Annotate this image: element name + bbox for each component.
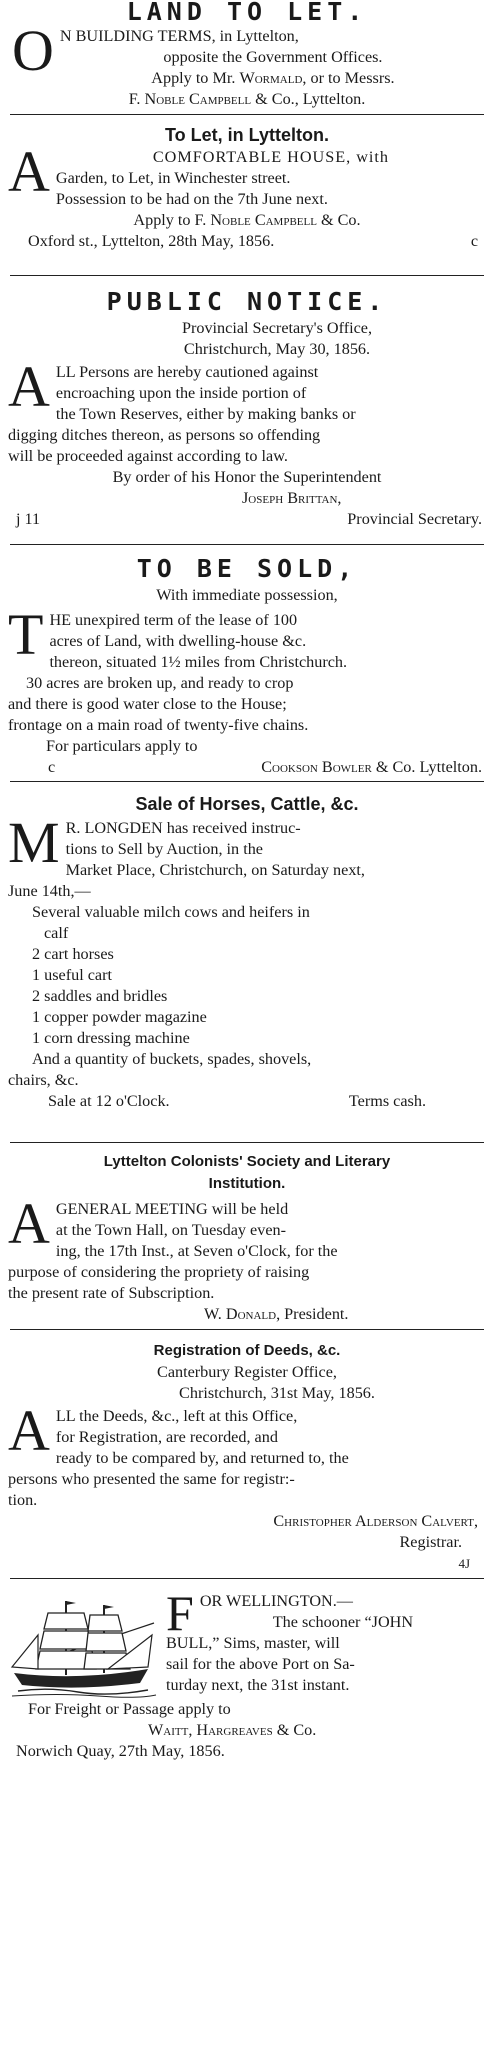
ad-text: and there is good water close to the House; bbox=[8, 695, 287, 713]
ad-text: For particulars apply to bbox=[46, 737, 198, 755]
ad-mark: j 11 bbox=[16, 510, 41, 528]
ad-text: ready to be compared by, and returned to, the bbox=[55, 1449, 349, 1467]
ad-registration-of-deeds bbox=[8, 1330, 486, 1578]
ad-heading: Sale of Horses, Cattle, &c. bbox=[135, 794, 359, 814]
ad-colonists-society bbox=[8, 1143, 486, 1329]
ad-text: F. Noble Campbell & Co., Lyttelton. bbox=[128, 90, 366, 108]
ad-heading: Lyttelton Colonists' Society and Literary bbox=[103, 1153, 391, 1170]
ad-text: Registrar. bbox=[399, 1533, 462, 1551]
list-item: 1 copper powder magazine bbox=[32, 1008, 207, 1026]
ad-text: N BUILDING TERMS, in Lyttelton, bbox=[59, 27, 299, 45]
ad-text: Cookson Bowler & Co. Lyttelton. bbox=[261, 758, 482, 776]
ad-text: Possession to be had on the 7th June next. bbox=[55, 190, 328, 208]
ad-text: Sale at 12 o'Clock. bbox=[48, 1092, 170, 1110]
ad-text: Garden, to Let, in Winchester street. bbox=[55, 169, 291, 187]
ad-text: purpose of considering the propriety of raising bbox=[8, 1263, 310, 1281]
drop-cap: A bbox=[8, 139, 50, 204]
ad-text: BULL,” Sims, master, will bbox=[166, 1634, 340, 1652]
ad-land-to-let bbox=[8, 0, 486, 114]
ad-heading: Institution. bbox=[208, 1175, 286, 1192]
ad-heading: TO BE SOLD, bbox=[136, 554, 358, 583]
ad-text: digging ditches thereon, as persons so offending bbox=[8, 426, 321, 444]
list-item: 2 cart horses bbox=[32, 945, 114, 963]
ad-text: the present rate of Subscription. bbox=[8, 1284, 215, 1302]
ad-text: Provincial Secretary. bbox=[347, 510, 482, 528]
ad-text: LL Persons are hereby cautioned against bbox=[55, 363, 319, 381]
drop-cap: T bbox=[8, 602, 44, 667]
ad-text: Terms cash. bbox=[348, 1092, 426, 1110]
ad-text: Norwich Quay, 27th May, 1856. bbox=[16, 1742, 225, 1760]
ad-text: the Town Reserves, either by making banks or bbox=[55, 405, 356, 423]
ad-text: Apply to Mr. Wormald, or to Messrs. bbox=[151, 69, 395, 87]
ad-text: Oxford st., Lyttelton, 28th May, 1856. bbox=[28, 232, 275, 250]
ad-heading: LAND TO LET. bbox=[126, 0, 368, 26]
ad-public-notice bbox=[8, 276, 486, 544]
ad-sale-of-horses bbox=[8, 782, 486, 1142]
ad-signer: Joseph Brittan, bbox=[242, 489, 342, 507]
ad-heading: To Let, in Lyttelton. bbox=[165, 125, 329, 145]
ad-text: LL the Deeds, &c., left at this Office, bbox=[55, 1407, 298, 1425]
ad-mark: c bbox=[470, 232, 478, 250]
ad-text: tion. bbox=[8, 1491, 38, 1509]
ad-text: frontage on a main road of twenty-five chains. bbox=[8, 716, 309, 734]
ad-text: OR WELLINGTON.— bbox=[199, 1592, 353, 1610]
ad-text: ing, the 17th Inst., at Seven o'Clock, for the bbox=[55, 1242, 338, 1260]
ad-text: For Freight or Passage apply to bbox=[28, 1700, 231, 1718]
list-item: 2 saddles and bridles bbox=[32, 987, 168, 1005]
drop-cap: A bbox=[8, 1191, 50, 1256]
ad-text: Apply to F. Noble Campbell & Co. bbox=[133, 211, 361, 229]
drop-cap: O bbox=[12, 18, 54, 83]
ad-text: persons who presented the same for registr:- bbox=[8, 1470, 295, 1488]
ad-text: turday next, the 31st instant. bbox=[166, 1676, 350, 1694]
ad-text: Waitt, Hargreaves & Co. bbox=[148, 1721, 317, 1739]
ad-mark: c bbox=[48, 758, 56, 776]
list-item: 1 corn dressing machine bbox=[32, 1029, 190, 1047]
ad-text: Provincial Secretary's Office, bbox=[181, 319, 373, 337]
ad-text: R. LONGDEN has received instruc- bbox=[65, 819, 301, 837]
list-item: Several valuable milch cows and heifers in bbox=[32, 903, 310, 921]
ad-text: acres of Land, with dwelling-house &c. bbox=[49, 632, 307, 650]
ad-text: encroaching upon the inside portion of bbox=[55, 384, 307, 402]
ad-text: Canterbury Register Office, bbox=[157, 1363, 337, 1381]
drop-cap: A bbox=[8, 354, 50, 419]
ad-heading: Registration of Deeds, &c. bbox=[153, 1342, 341, 1359]
ad-text: Market Place, Christchurch, on Saturday next, bbox=[65, 861, 365, 879]
ad-text: tions to Sell by Auction, in the bbox=[65, 840, 263, 858]
ad-for-wellington bbox=[8, 1579, 486, 1767]
list-item: 1 useful cart bbox=[32, 966, 113, 984]
ad-text: The schooner “JOHN bbox=[272, 1613, 414, 1631]
ad-to-be-sold bbox=[8, 545, 486, 781]
ad-signer: Christopher Alderson Calvert, bbox=[273, 1512, 478, 1530]
ad-text: thereon, situated 1½ miles from Christchurch. bbox=[49, 653, 348, 671]
ad-text: 30 acres are broken up, and ready to crop bbox=[26, 674, 294, 692]
drop-cap: A bbox=[8, 1398, 50, 1463]
ad-signer: W. Donald, President. bbox=[204, 1305, 349, 1323]
ad-subheading: With immediate possession, bbox=[156, 586, 338, 604]
ad-text: for Registration, are recorded, and bbox=[55, 1428, 278, 1446]
ad-house-to-let bbox=[8, 115, 486, 275]
ad-text: HE unexpired term of the lease of 100 bbox=[49, 611, 298, 629]
ad-text: June 14th,— bbox=[8, 882, 91, 900]
ad-text: opposite the Government Offices. bbox=[163, 48, 383, 66]
ad-text: GENERAL MEETING will be held bbox=[55, 1200, 289, 1218]
ad-text: sail for the above Port on Sa- bbox=[166, 1655, 355, 1673]
ad-mark: 4J bbox=[458, 1556, 470, 1571]
ad-text: By order of his Honor the Superintendent bbox=[112, 468, 382, 486]
list-item: chairs, &c. bbox=[8, 1071, 79, 1089]
list-item: And a quantity of buckets, spades, shovels, bbox=[32, 1050, 312, 1068]
ad-text: COMFORTABLE HOUSE, with bbox=[152, 148, 390, 166]
ad-text: at the Town Hall, on Tuesday even- bbox=[55, 1221, 286, 1239]
ship-illustration bbox=[8, 1595, 158, 1699]
list-item: calf bbox=[44, 924, 69, 942]
ad-heading: PUBLIC NOTICE. bbox=[106, 287, 388, 316]
drop-cap: F bbox=[166, 1585, 194, 1641]
ad-text: Christchurch, May 30, 1856. bbox=[183, 340, 371, 358]
ad-text: will be proceeded against according to law. bbox=[8, 447, 288, 465]
ad-text: Christchurch, 31st May, 1856. bbox=[179, 1384, 375, 1402]
drop-cap: M bbox=[8, 810, 60, 875]
